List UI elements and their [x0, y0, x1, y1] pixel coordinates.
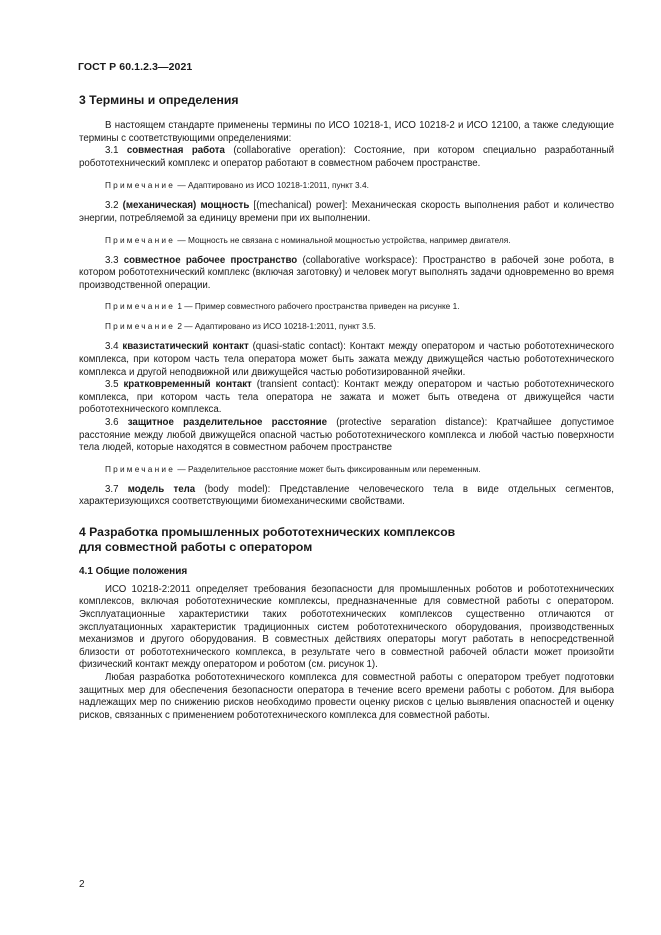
term-definition: [(mechanical) power]: Механическая скорость выполнения работ и количество энергии, потребляемой за единицу времени при их выполнении. [79, 200, 614, 224]
note-3-2 [79, 235, 614, 246]
note-label: Примечание [105, 234, 176, 245]
term-3-3 [79, 255, 614, 293]
term-definition: (quasi-static contact): Контакт между оператором и частью робототехнического комплекса, при котором часть тела оператора может быть зажата между движущейся частью робототехнического комплекса и другой неподвижной или движущейся частью роботизированной ячейки. [79, 341, 614, 378]
term-3-1 [79, 145, 614, 170]
note-text: 2 — Адаптировано из ИСО 10218-1:2011, пункт 3.5. [175, 321, 376, 332]
term-definition: (collaborative operation): Состояние, при котором специально разработанный робототехнический комплекс и оператор работают в совместном рабочем пространстве. [79, 145, 614, 169]
term-number: 3.6 [105, 416, 119, 428]
term-name: (механическая) мощность [122, 200, 250, 212]
note-3-1 [79, 180, 614, 191]
page-number: 2 [79, 879, 85, 890]
note-label: Примечание [105, 321, 176, 332]
note-3-3-1 [79, 301, 614, 312]
term-definition: (protective separation distance): Кратчайшее допустимое расстояние между любой движущейся опасной частью робототехнического комплекса и любой частью поверхности тела людей, которые находятся в совместном рабочем пространстве [79, 416, 615, 454]
note-text: — Мощность не связана с номинальной мощностью устройства, например двигателя. [175, 234, 511, 245]
term-3-4 [79, 341, 614, 379]
note-text: — Разделительное расстояние может быть фиксированным или переменным. [175, 463, 481, 474]
term-3-7 [79, 484, 614, 509]
note-text: 1 — Пример совместного рабочего пространства приведен на рисунке 1. [175, 301, 460, 312]
note-label: Примечание [105, 301, 176, 312]
term-number: 3.4 [105, 341, 119, 353]
term-number: 3.7 [105, 483, 119, 495]
term-definition: (collaborative workspace): Пространство в рабочей зоне робота, в котором робототехнический комплекс (включая заготовку) и человек могут выполнять задачи одновременно во время производственной операции. [79, 254, 614, 291]
section-3-title: 3 Термины и определения [79, 93, 239, 107]
term-3-5 [79, 379, 614, 417]
term-name: совместная работа [126, 145, 225, 157]
note-text: — Адаптировано из ИСО 10218-1:2011, пункт 3.4. [175, 180, 369, 191]
section-4-1-paragraph-1: ИСО 10218-2:2011 определяет требования безопасности для промышленных роботов и робототехнических комплексов, включая робототехнические комплексы, предназначенные для совместной работы с оператором. Эксплуатационные характеристики таких робототехнических комплексов существенно отличаются от эксплуатационных характеристик традиционных систем робототехнического оборудования, производственных механизмов и другого оборудования. В совместных действиях операторы могут работать в непосредственной близости от робототехнического комплекса, в результате чего в совместной рабочей области может произойти физический контакт между оператором и роботом (см. рисунок 1). [79, 583, 614, 671]
section-4-title-line2: для совместной работы с оператором [79, 539, 313, 554]
note-label: Примечание [105, 463, 176, 474]
term-name: квазистатический контакт [122, 341, 249, 353]
term-number: 3.5 [105, 379, 119, 391]
subsection-4-1-title: 4.1 Общие положения [79, 565, 188, 577]
section-4-title [79, 525, 614, 555]
section-4-title-line1: 4 Разработка промышленных робототехнических комплексов [79, 524, 456, 539]
term-name: совместное рабочее пространство [123, 254, 298, 266]
term-number: 3.1 [105, 145, 119, 157]
note-label: Примечание [105, 180, 176, 191]
term-number: 3.3 [105, 254, 119, 266]
term-name: защитное разделительное расстояние [127, 416, 328, 428]
term-name: кратковременный контакт [123, 379, 252, 391]
term-3-6 [79, 417, 614, 455]
section-4-1-paragraph-2: Любая разработка робототехнического комплекса для совместной работы с оператором требует подготовки защитных мер для обеспечения безопасности оператора в течение всего времени работы с роботом. Для выбора надлежащих мер по снижению рисков необходимо провести оценку рисков с целью выявления опасностей и оценку рисков, связанных с применением робототехнического комплекса для совместной работы. [79, 672, 614, 721]
note-3-6 [79, 464, 614, 475]
term-number: 3.2 [105, 200, 119, 212]
section-3-intro: В настоящем стандарте применены термины по ИСО 10218-1, ИСО 10218-2 и ИСО 12100, а также следующие термины с соответствующими определениями: [79, 120, 614, 144]
term-3-2 [79, 200, 614, 225]
term-name: модель тела [127, 483, 196, 495]
term-definition: (transient contact): Контакт между оператором и частью робототехнического комплекса, при котором часть тела оператора не зажата и может быть отведена от движущейся части робототехнического комплекса. [79, 379, 614, 416]
term-definition: (body model): Представление человеческого тела в виде отдельных сегментов, характеризующихся соответствующими биомеханическими свойствами. [79, 483, 614, 508]
standard-header: ГОСТ Р 60.1.2.3—2021 [78, 61, 193, 73]
page-content [79, 91, 614, 722]
note-3-3-2 [79, 321, 614, 332]
